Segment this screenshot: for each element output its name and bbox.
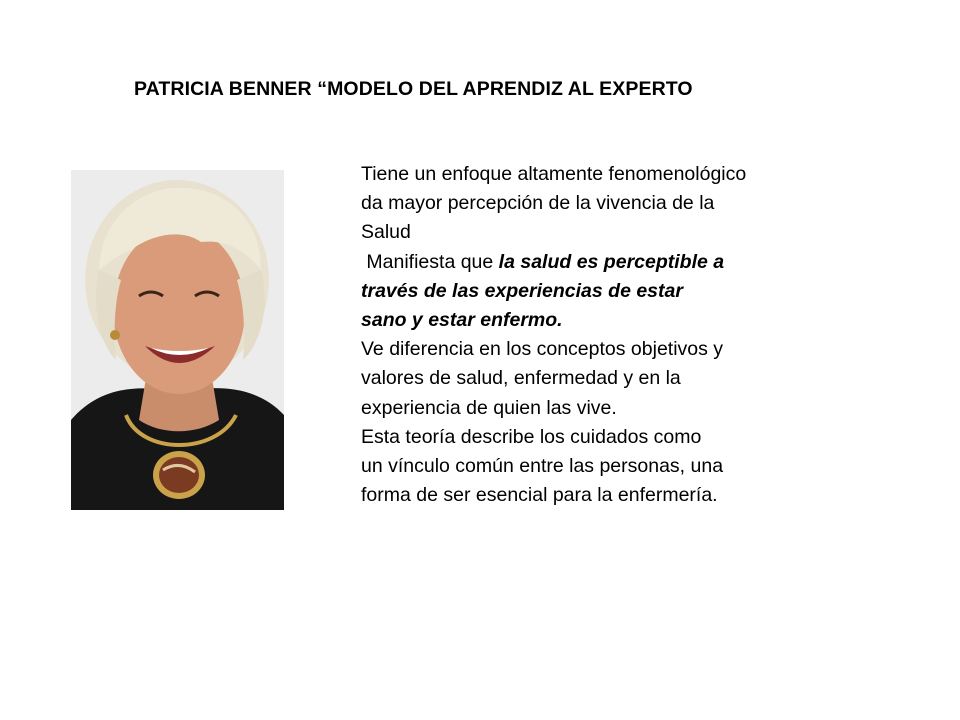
text-line: forma de ser esencial para la enfermería. [361, 484, 718, 507]
portrait-photo [71, 170, 284, 510]
text-line: Salud [361, 221, 411, 244]
emphasis-text: la salud es perceptible a [498, 250, 725, 273]
text-line: experiencia de quien las vive. [361, 396, 617, 419]
text-line: valores de salud, enfermedad y en la [361, 367, 681, 390]
emphasis-text: sano y estar enfermo. [361, 308, 563, 331]
text-lead: Manifiesta que [361, 250, 499, 273]
slide-title: PATRICIA BENNER “MODELO DEL APRENDIZ AL EXPERTO [134, 78, 693, 100]
text-line: Tiene un enfoque altamente fenomenológico [361, 163, 747, 185]
text-line: da mayor percepción de la vivencia de la [361, 192, 715, 215]
portrait-illustration [71, 170, 284, 510]
text-line-mixed [361, 248, 841, 277]
text-line: Ve diferencia en los conceptos objetivos y [361, 338, 724, 361]
text-line: un vínculo común entre las personas, una [361, 454, 724, 477]
emphasis-text: través de las experiencias de estar [361, 279, 683, 302]
body-text [361, 160, 841, 510]
text-line: Esta teoría describe los cuidados como [361, 425, 702, 448]
